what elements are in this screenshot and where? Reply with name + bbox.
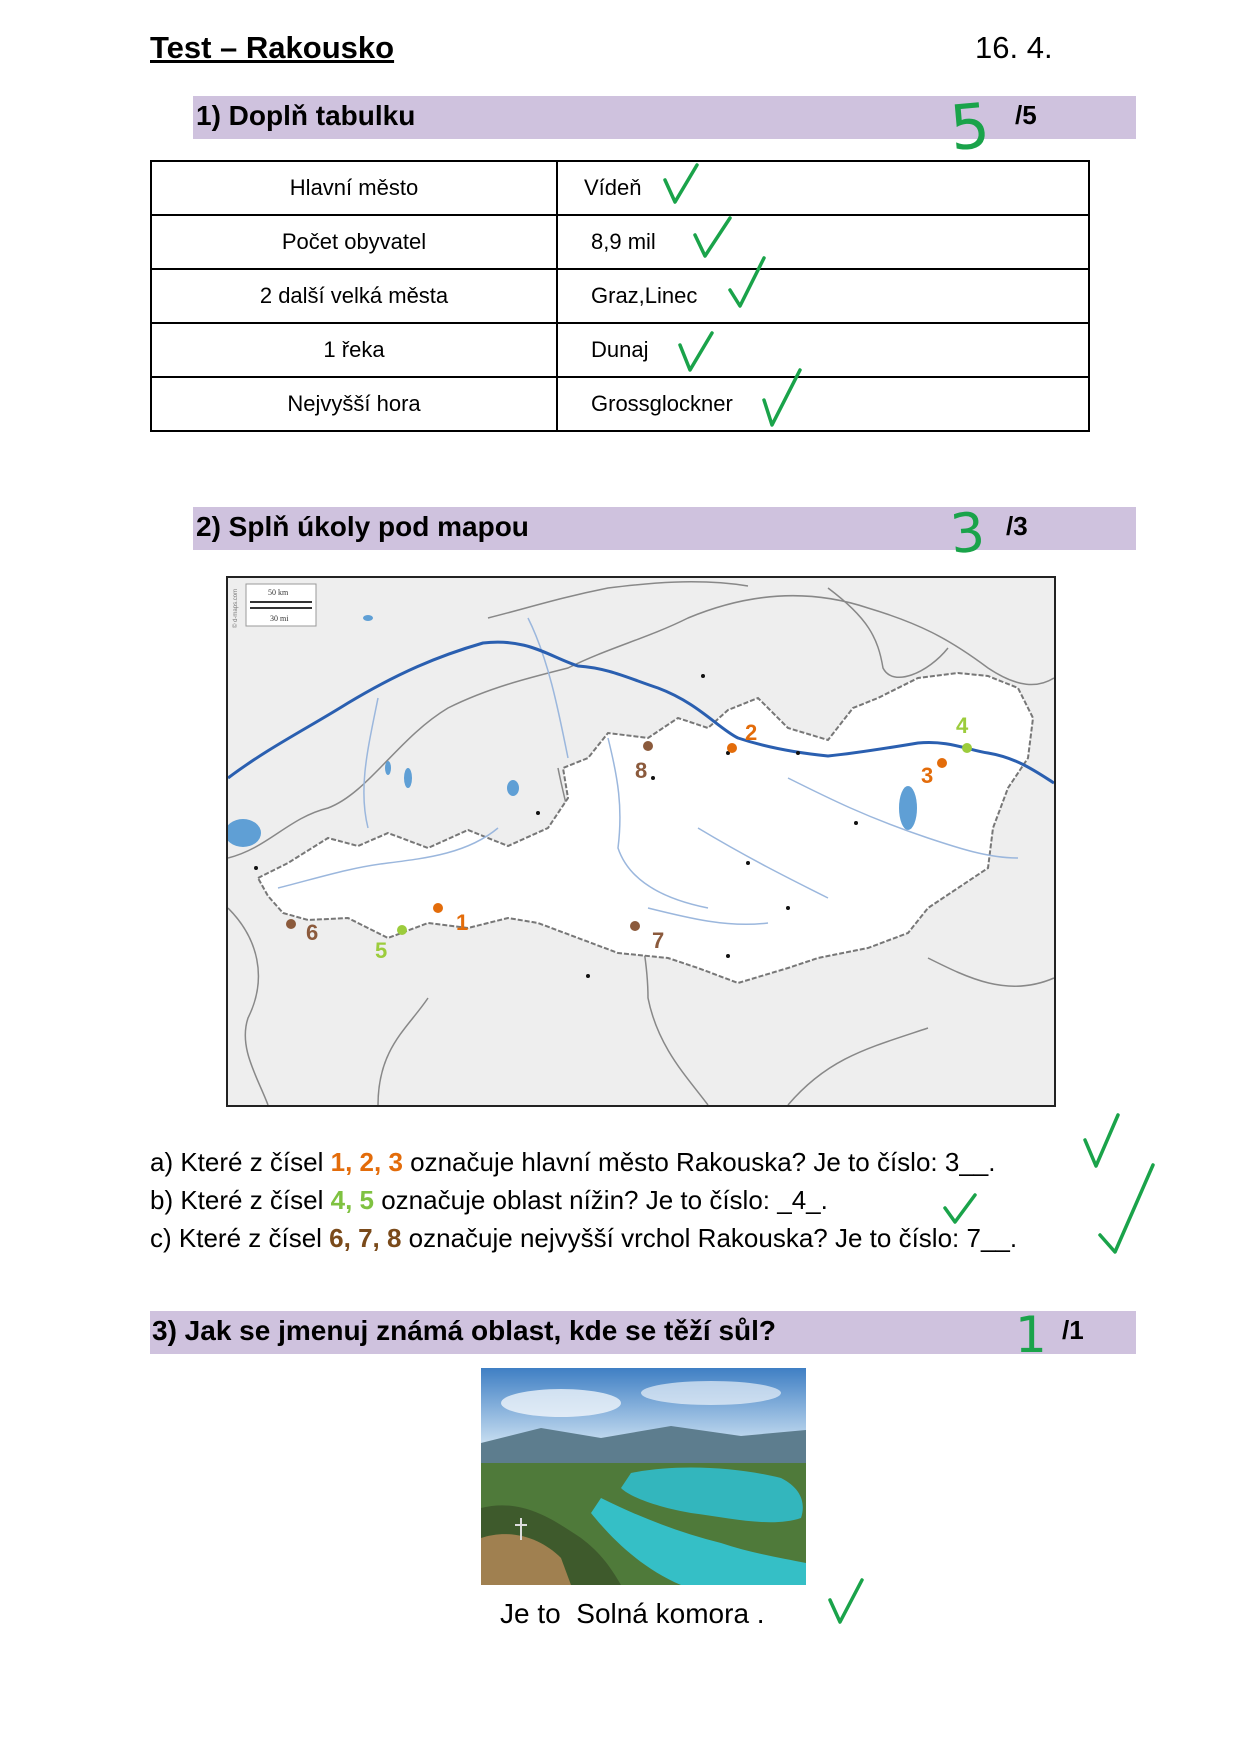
test-date: 16. 4. bbox=[975, 30, 1053, 65]
country-facts-table bbox=[150, 160, 1090, 432]
handwritten-score-3: 1 bbox=[1015, 1306, 1047, 1364]
scale-bar bbox=[232, 584, 316, 628]
marker-3-label: 3 bbox=[921, 763, 934, 788]
scale-km-label: 50 km bbox=[268, 588, 289, 597]
row-label: Hlavní město bbox=[151, 161, 557, 215]
marker-6-label: 6 bbox=[306, 920, 319, 945]
marker-2-label: 2 bbox=[745, 720, 758, 745]
row-label: 2 další velká města bbox=[151, 269, 557, 323]
row-label: 1 řeka bbox=[151, 323, 557, 377]
question-c-numbers: 6, 7, 8 bbox=[329, 1223, 402, 1253]
question-c bbox=[150, 1223, 1017, 1254]
table-row bbox=[151, 377, 1089, 431]
section2-heading: 2) Splň úkoly pod mapou bbox=[196, 511, 529, 542]
section3-score-max: /1 bbox=[1062, 1315, 1084, 1345]
austria-map bbox=[226, 576, 1056, 1107]
marker-8-dot bbox=[643, 741, 653, 751]
section1-heading: 1) Doplň tabulku bbox=[196, 100, 416, 131]
marker-3-dot bbox=[937, 758, 947, 768]
check-icon bbox=[1085, 1115, 1118, 1166]
marker-5-label: 5 bbox=[375, 938, 388, 963]
row-answer: Dunaj bbox=[557, 323, 1089, 377]
row-label: Počet obyvatel bbox=[151, 215, 557, 269]
marker-1-dot bbox=[433, 903, 443, 913]
marker-1-label: 1 bbox=[456, 910, 469, 935]
marker-6-dot bbox=[286, 919, 296, 929]
page-title: Test – Rakousko bbox=[150, 30, 395, 65]
answer-caption: Je to Solná komora . bbox=[500, 1598, 765, 1629]
lake-landscape-image bbox=[481, 1368, 806, 1585]
section2-score-max: /3 bbox=[1006, 511, 1028, 541]
table-row bbox=[151, 215, 1089, 269]
question-c-post: označuje nejvyšší vrchol Rakouska? Je to číslo: 7__. bbox=[401, 1223, 1018, 1253]
row-answer: 8,9 mil bbox=[557, 215, 1089, 269]
section3-heading: 3) Jak se jmenuj známá oblast, kde se těží sůl? bbox=[152, 1315, 777, 1346]
question-c-pre: c) Které z čísel bbox=[150, 1223, 330, 1253]
marker-4-label: 4 bbox=[956, 713, 969, 738]
check-icon bbox=[1100, 1165, 1153, 1252]
table-row bbox=[151, 323, 1089, 377]
question-b-pre: b) Které z čísel bbox=[150, 1185, 331, 1215]
marker-5-dot bbox=[397, 925, 407, 935]
table-row bbox=[151, 161, 1089, 215]
marker-8-label: 8 bbox=[635, 758, 648, 783]
austria-map-drawing bbox=[228, 578, 1054, 1105]
row-answer: Graz,Linec bbox=[557, 269, 1089, 323]
row-answer: Vídeň bbox=[557, 161, 1089, 215]
handwritten-score-2: 3 bbox=[947, 500, 988, 566]
question-b-numbers: 4, 5 bbox=[330, 1185, 374, 1215]
table-row bbox=[151, 269, 1089, 323]
marker-7-dot bbox=[630, 921, 640, 931]
question-a-numbers: 1, 2, 3 bbox=[330, 1147, 403, 1177]
salzkammergut-photo bbox=[481, 1368, 806, 1585]
scale-mi-label: 30 mi bbox=[270, 614, 289, 623]
question-a-post: označuje hlavní město Rakouska? Je to číslo: 3__. bbox=[402, 1147, 996, 1177]
question-b-post: označuje oblast nížin? Je to číslo: _4_. bbox=[374, 1185, 828, 1215]
marker-2-dot bbox=[727, 743, 737, 753]
question-a-pre: a) Které z čísel bbox=[150, 1147, 331, 1177]
question-b bbox=[150, 1185, 828, 1216]
question-a bbox=[150, 1147, 995, 1178]
marker-7-label: 7 bbox=[652, 928, 665, 953]
row-label: Nejvyšší hora bbox=[151, 377, 557, 431]
check-icon bbox=[830, 1580, 862, 1622]
check-icon bbox=[945, 1195, 975, 1222]
handwritten-score-1: 5 bbox=[946, 88, 993, 165]
marker-4-dot bbox=[962, 743, 972, 753]
row-answer: Grossglockner bbox=[557, 377, 1089, 431]
section1-score-max: /5 bbox=[1015, 100, 1037, 130]
map-credit: © d-maps.com bbox=[233, 588, 239, 628]
